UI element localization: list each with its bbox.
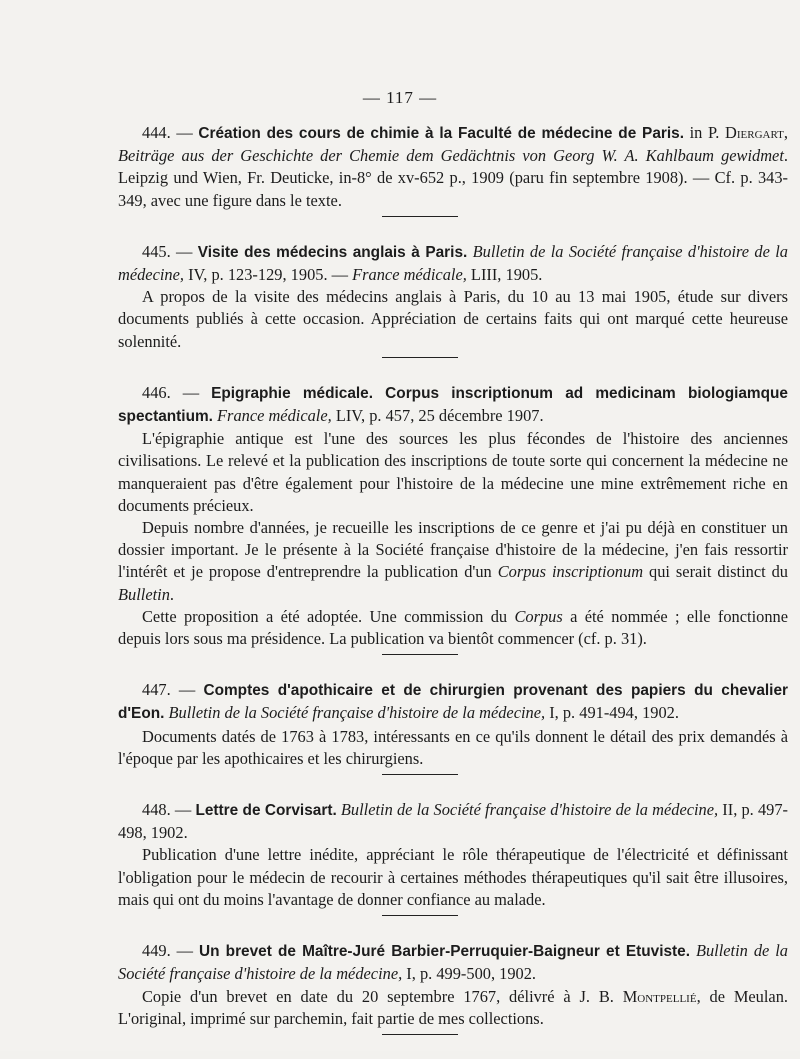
body-italic: Corpus	[514, 606, 563, 626]
entry-448	[118, 799, 788, 911]
body-italic: Corpus inscriptionum	[497, 562, 644, 582]
entry-source: Bulletin de la Société française d'histoire de la médecine,	[340, 800, 719, 820]
entry-447	[118, 679, 788, 770]
entry-source: Bulletin de la Société française d'histoire de la médecine,	[118, 941, 789, 984]
entry-number: 447. —	[142, 680, 196, 700]
body-text: Copie d'un brevet en date du 20 septembre 1767, délivré à J. B.	[142, 986, 623, 1006]
body-text: Cette proposition a été adoptée. Une commission du	[142, 606, 515, 626]
entry-reference: II, p. 497-498, 1902.	[118, 800, 789, 843]
section-divider	[382, 654, 458, 655]
entry-number: 445. —	[142, 241, 193, 261]
entry-reference: LIII, 1905.	[466, 265, 543, 285]
body-text: a été nommée ; elle fonctionne depuis lors sous ma présidence. La publication va bientôt commencer (cf. p. 31).	[118, 606, 788, 649]
entry-author: Diergart	[725, 123, 784, 142]
entry-444	[118, 122, 788, 212]
entry-reference: I, p. 499-500, 1902.	[402, 964, 537, 984]
body-italic: Bulletin	[118, 584, 170, 604]
entry-title: Création des cours de chimie à la Faculté de médecine de Paris.	[198, 125, 684, 142]
entry-source: Beiträge aus der Geschichte der Chemie dem Gedächtnis von Georg W. A. Kahlbaum gewidmet	[118, 146, 784, 166]
section-divider	[382, 774, 458, 775]
entry-source: Bulletin de la Société française d'histoire de la médecine,	[168, 703, 546, 723]
body-text: qui serait distinct du	[643, 562, 789, 582]
entry-heading	[118, 382, 788, 428]
body-text: , de Meulan. L'original, imprimé sur parchemin, fait partie de mes collections.	[118, 986, 788, 1028]
entry-source: Bulletin de la Société française d'histoire de la médecine,	[118, 241, 788, 285]
page-number: — 117 —	[362, 88, 438, 107]
entry-title: Visite des médecins anglais à Paris.	[197, 243, 468, 261]
page-content	[118, 122, 788, 1059]
entry-number: 444. —	[142, 123, 193, 142]
entry-reference: I, p. 491-494, 1902.	[545, 703, 679, 723]
entry-reference: . Leipzig und Wien, Fr. Deuticke, in-8° de xv-652 p., 1909 (paru fin septembre 1908). — Cf. p. 343-349, avec une figure dans le texte.	[118, 146, 788, 210]
entry-body	[118, 517, 788, 606]
entry-number: 449. —	[142, 941, 194, 961]
entry-reference: ,	[783, 123, 788, 142]
entry-body	[118, 606, 788, 650]
section-divider	[382, 915, 458, 916]
entry-source: France médicale,	[352, 265, 467, 285]
entry-title: Comptes d'apothicaire et de chirurgien provenant des papiers du chevalier d'Eon.	[118, 682, 788, 723]
entry-body: Documents datés de 1763 à 1783, intéressants en ce qu'ils donnent le détail des prix demandés à l'époque par les apothicaires et les chirurgiens.	[118, 726, 788, 768]
section-divider	[382, 216, 458, 217]
entry-body: A propos de la visite des médecins anglais à Paris, du 10 au 13 mai 1905, étude sur divers documents publiés à cette occasion. Appréciation de certains faits qui ont marqué cette heureuse solennité.	[118, 287, 788, 351]
section-divider	[382, 357, 458, 358]
entry-body	[118, 986, 788, 1030]
entry-reference: IV, p. 123-129, 1905. —	[183, 265, 353, 285]
entry-heading	[118, 122, 788, 212]
entry-body: L'épigraphie antique est l'une des sources les plus fécondes de l'histoire des anciennes civilisations. Le relevé et la publication des inscriptions de toute sorte qui concernent la médecine ne manqueraient pas d'être également pour l'histoire de la médecine une mine extrêmement riche en documents précieux.	[118, 429, 788, 515]
entry-heading	[118, 241, 788, 286]
entry-title: Un brevet de Maître-Juré Barbier-Perruquier-Baigneur et Etuviste.	[199, 943, 690, 961]
entry-445	[118, 241, 788, 353]
entry-heading	[118, 799, 788, 844]
entry-heading	[118, 679, 788, 725]
body-text: Depuis nombre d'années, je recueille les inscriptions de ce genre et j'ai pu déjà en constituer un dossier important. Je le présente à la Société française d'histoire de la médecine, j'en fais ressortir l'intérêt et je propose d'entreprendre la publication d'un	[118, 518, 788, 582]
entry-heading	[118, 940, 788, 985]
entry-reference: in P.	[683, 123, 726, 142]
section-divider	[382, 1034, 458, 1035]
entry-number: 446. —	[142, 382, 200, 402]
entry-source: France médicale,	[217, 406, 332, 426]
entry-title: Lettre de Corvisart.	[195, 802, 337, 820]
body-text: .	[169, 584, 175, 604]
entry-449	[118, 940, 788, 1030]
body-name: Montpellié	[622, 986, 697, 1006]
entry-reference: LIV, p. 457, 25 décembre 1907.	[331, 406, 544, 426]
entry-title: Epigraphie médicale. Corpus inscriptionum ad medicinam biologiamque spectantium.	[118, 384, 788, 426]
entry-446	[118, 382, 788, 650]
entry-number: 448. —	[142, 800, 192, 820]
entry-body: Publication d'une lettre inédite, appréciant le rôle thérapeutique de l'électricité et définissant l'obligation pour le médecin de recourir à certaines méthodes thérapeutiques qu'il sait être illusoires, mais qui ont du moins l'avantage de donner confiance au malade.	[118, 845, 788, 909]
